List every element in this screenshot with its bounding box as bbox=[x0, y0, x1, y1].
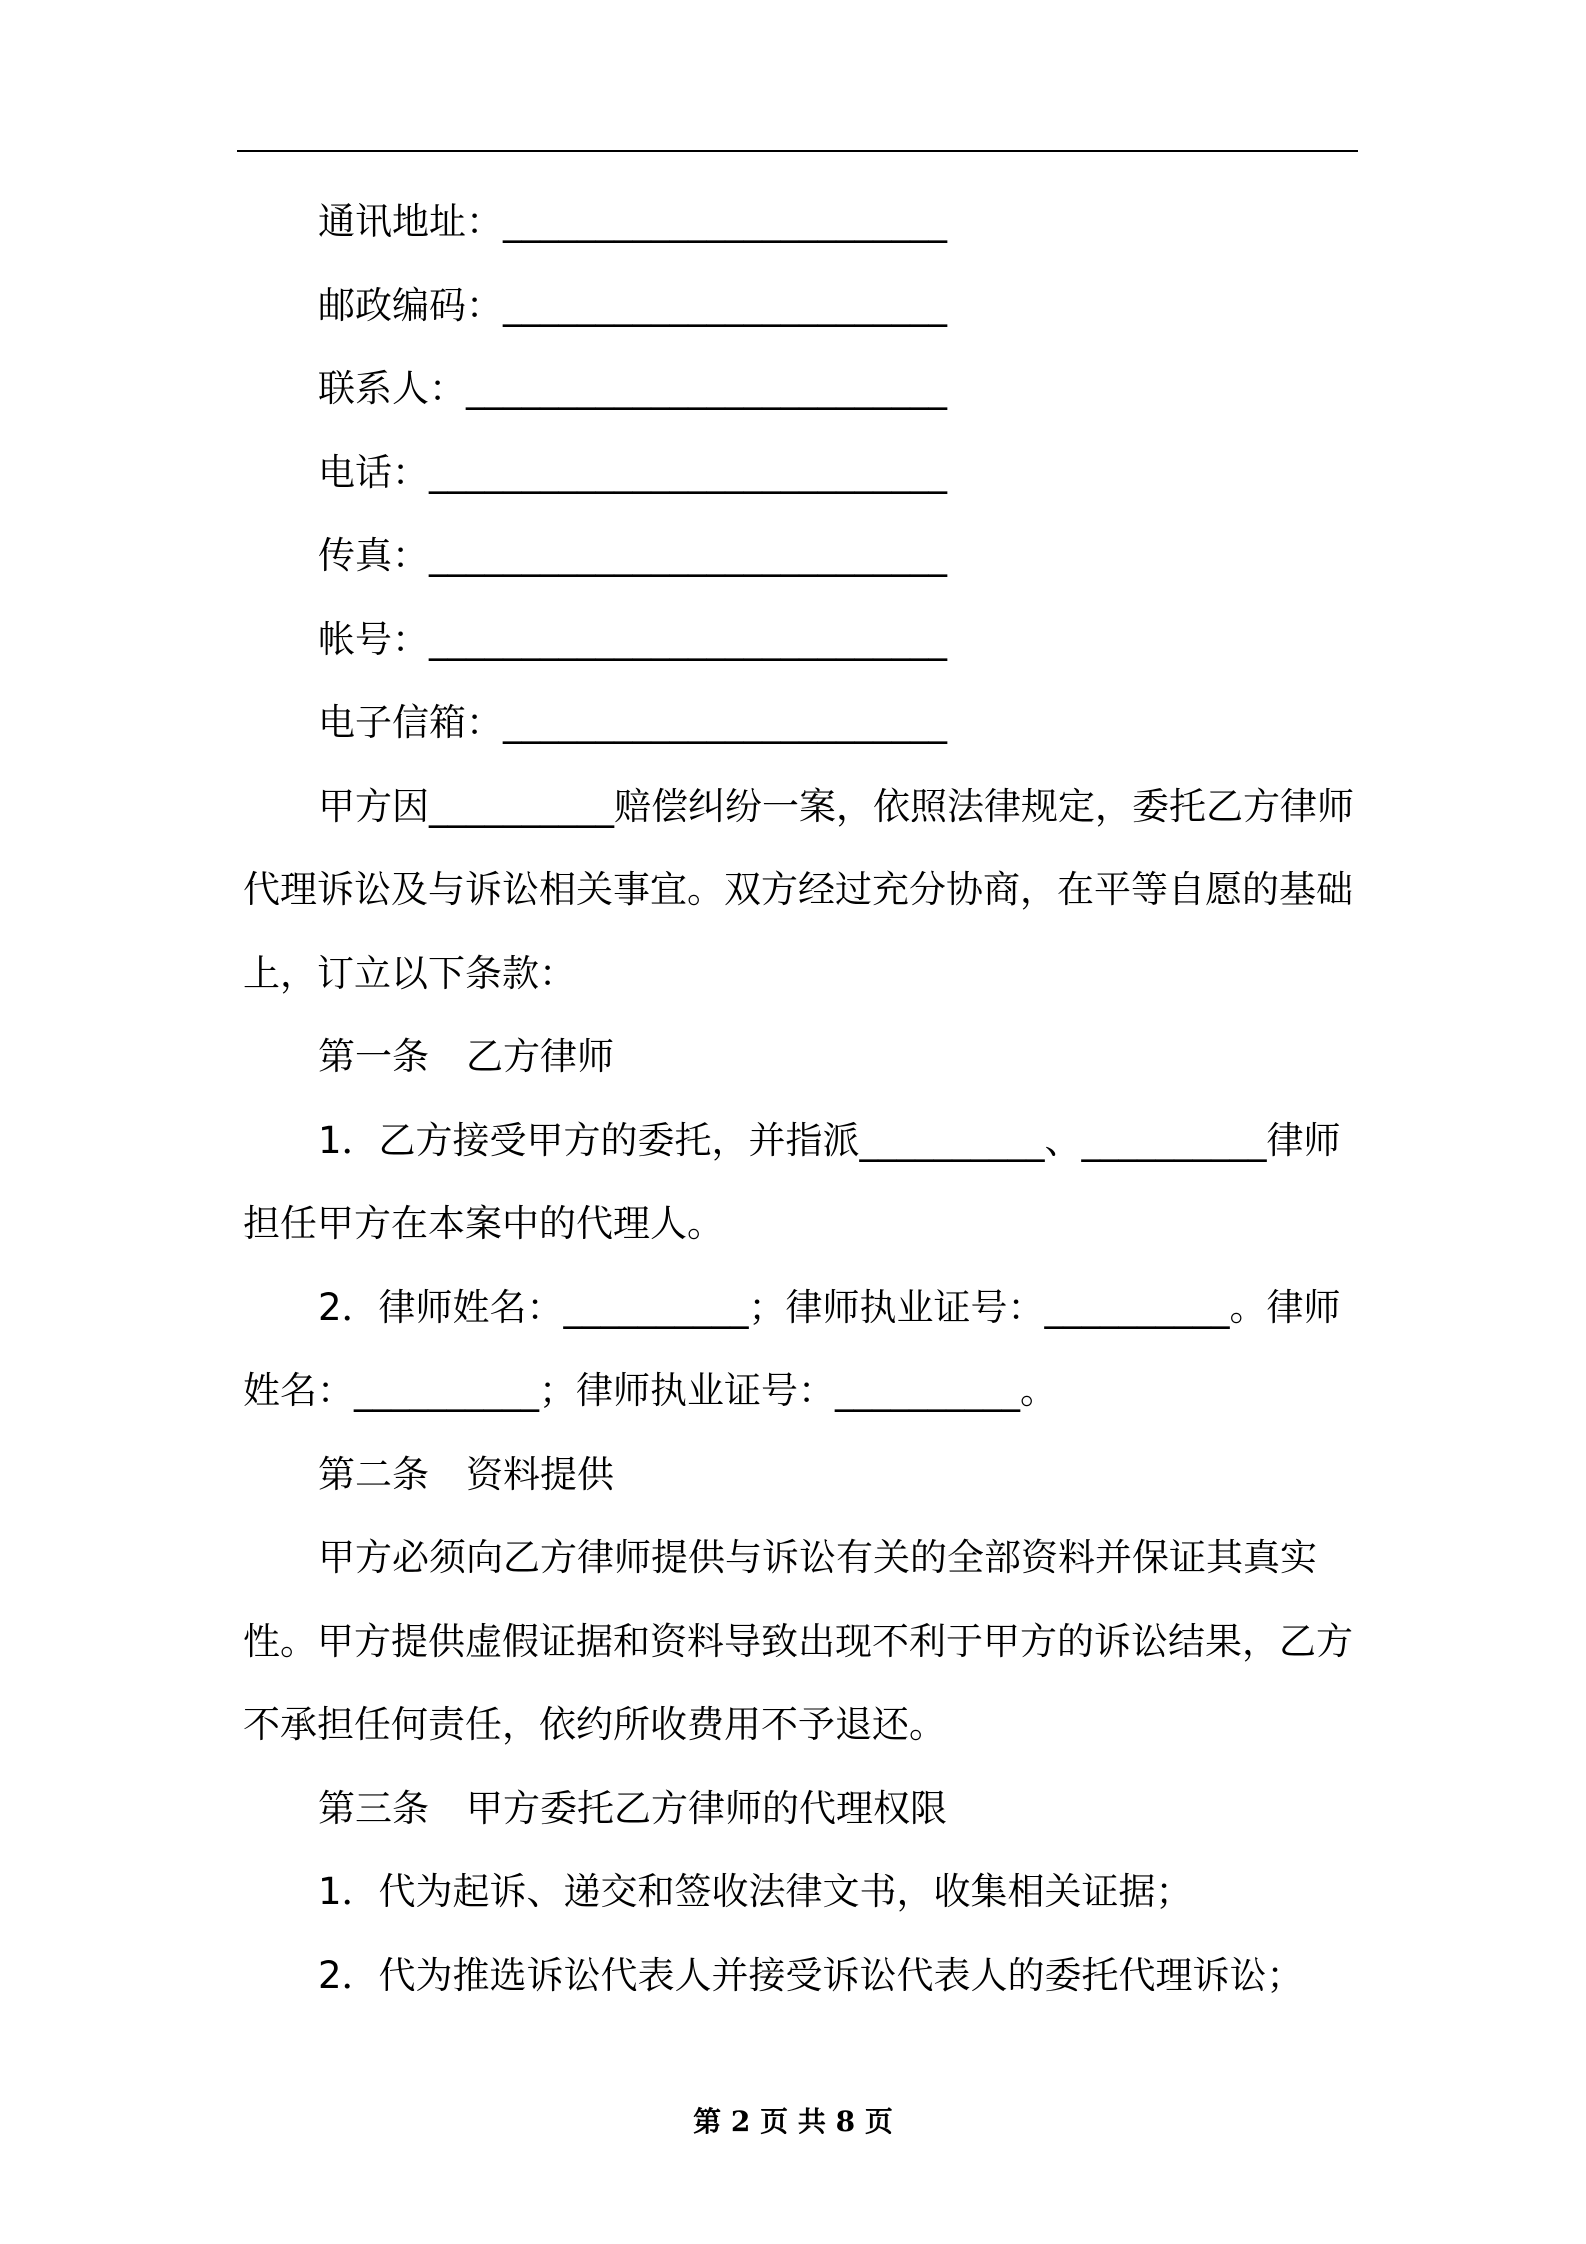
field-blank: ____________________________ bbox=[429, 534, 947, 577]
field-blank: ________________________ bbox=[503, 283, 947, 327]
intro-line: 代理诉讼及与诉讼相关事宜。双方经过充分协商，在平等自愿的基础 bbox=[243, 868, 1353, 911]
field-fax bbox=[243, 514, 1358, 598]
field-label: 通讯地址： bbox=[318, 200, 503, 243]
document-body bbox=[243, 180, 1358, 2017]
page-number: 第 2 页 共 8 页 bbox=[693, 2105, 893, 2138]
article-line: 2．代为推选诉讼代表人并接受诉讼代表人的委托代理诉讼； bbox=[318, 1953, 1304, 1997]
field-label: 传真： bbox=[318, 534, 429, 577]
article-heading: 第二条 资料提供 bbox=[318, 1452, 614, 1496]
article-line: 担任甲方在本案中的代理人。 bbox=[243, 1202, 724, 1245]
article-line: 1．代为起诉、递交和签收法律文书，收集相关证据； bbox=[318, 1870, 1193, 1913]
article-2 bbox=[243, 1433, 1358, 1767]
field-postcode bbox=[243, 264, 1358, 348]
field-address bbox=[243, 180, 1358, 264]
field-phone bbox=[243, 431, 1358, 515]
field-blank: ________________________ bbox=[503, 200, 947, 243]
article-1 bbox=[243, 1015, 1358, 1433]
intro-line: 甲方因__________赔偿纠纷一案，依照法律规定，委托乙方律师 bbox=[318, 784, 1354, 828]
article-line: 不承担任何责任，依约所收费用不予退还。 bbox=[243, 1703, 946, 1746]
field-blank: __________________________ bbox=[466, 367, 947, 410]
field-label: 电话： bbox=[318, 450, 429, 494]
field-label: 邮政编码： bbox=[318, 283, 503, 327]
field-blank: ____________________________ bbox=[429, 450, 947, 494]
article-line: 2．律师姓名：__________；律师执业证号：__________。律师 bbox=[318, 1285, 1341, 1329]
article-line: 姓名：__________；律师执业证号：__________。 bbox=[243, 1369, 1057, 1412]
article-line: 性。甲方提供虚假证据和资料导致出现不利于甲方的诉讼结果，乙方 bbox=[243, 1619, 1353, 1663]
field-label: 帐号： bbox=[318, 617, 429, 661]
field-email bbox=[243, 681, 1358, 765]
field-account bbox=[243, 598, 1358, 682]
field-label: 联系人： bbox=[318, 367, 466, 410]
intro-paragraph bbox=[243, 765, 1358, 1016]
article-heading: 第一条 乙方律师 bbox=[318, 1035, 614, 1078]
field-blank: ________________________ bbox=[503, 701, 947, 744]
article-line: 甲方必须向乙方律师提供与诉讼有关的全部资料并保证其真实 bbox=[318, 1536, 1317, 1579]
article-line: 1．乙方接受甲方的委托，并指派__________、__________律师 bbox=[318, 1118, 1341, 1162]
field-blank: ____________________________ bbox=[429, 617, 947, 661]
contact-fields bbox=[243, 180, 1358, 765]
article-3 bbox=[243, 1767, 1358, 2018]
field-label: 电子信箱： bbox=[318, 701, 503, 744]
header-rule bbox=[237, 150, 1358, 152]
article-heading: 第三条 甲方委托乙方律师的代理权限 bbox=[318, 1786, 947, 1830]
field-contact-person bbox=[243, 347, 1358, 431]
intro-line: 上，订立以下条款： bbox=[243, 951, 576, 995]
